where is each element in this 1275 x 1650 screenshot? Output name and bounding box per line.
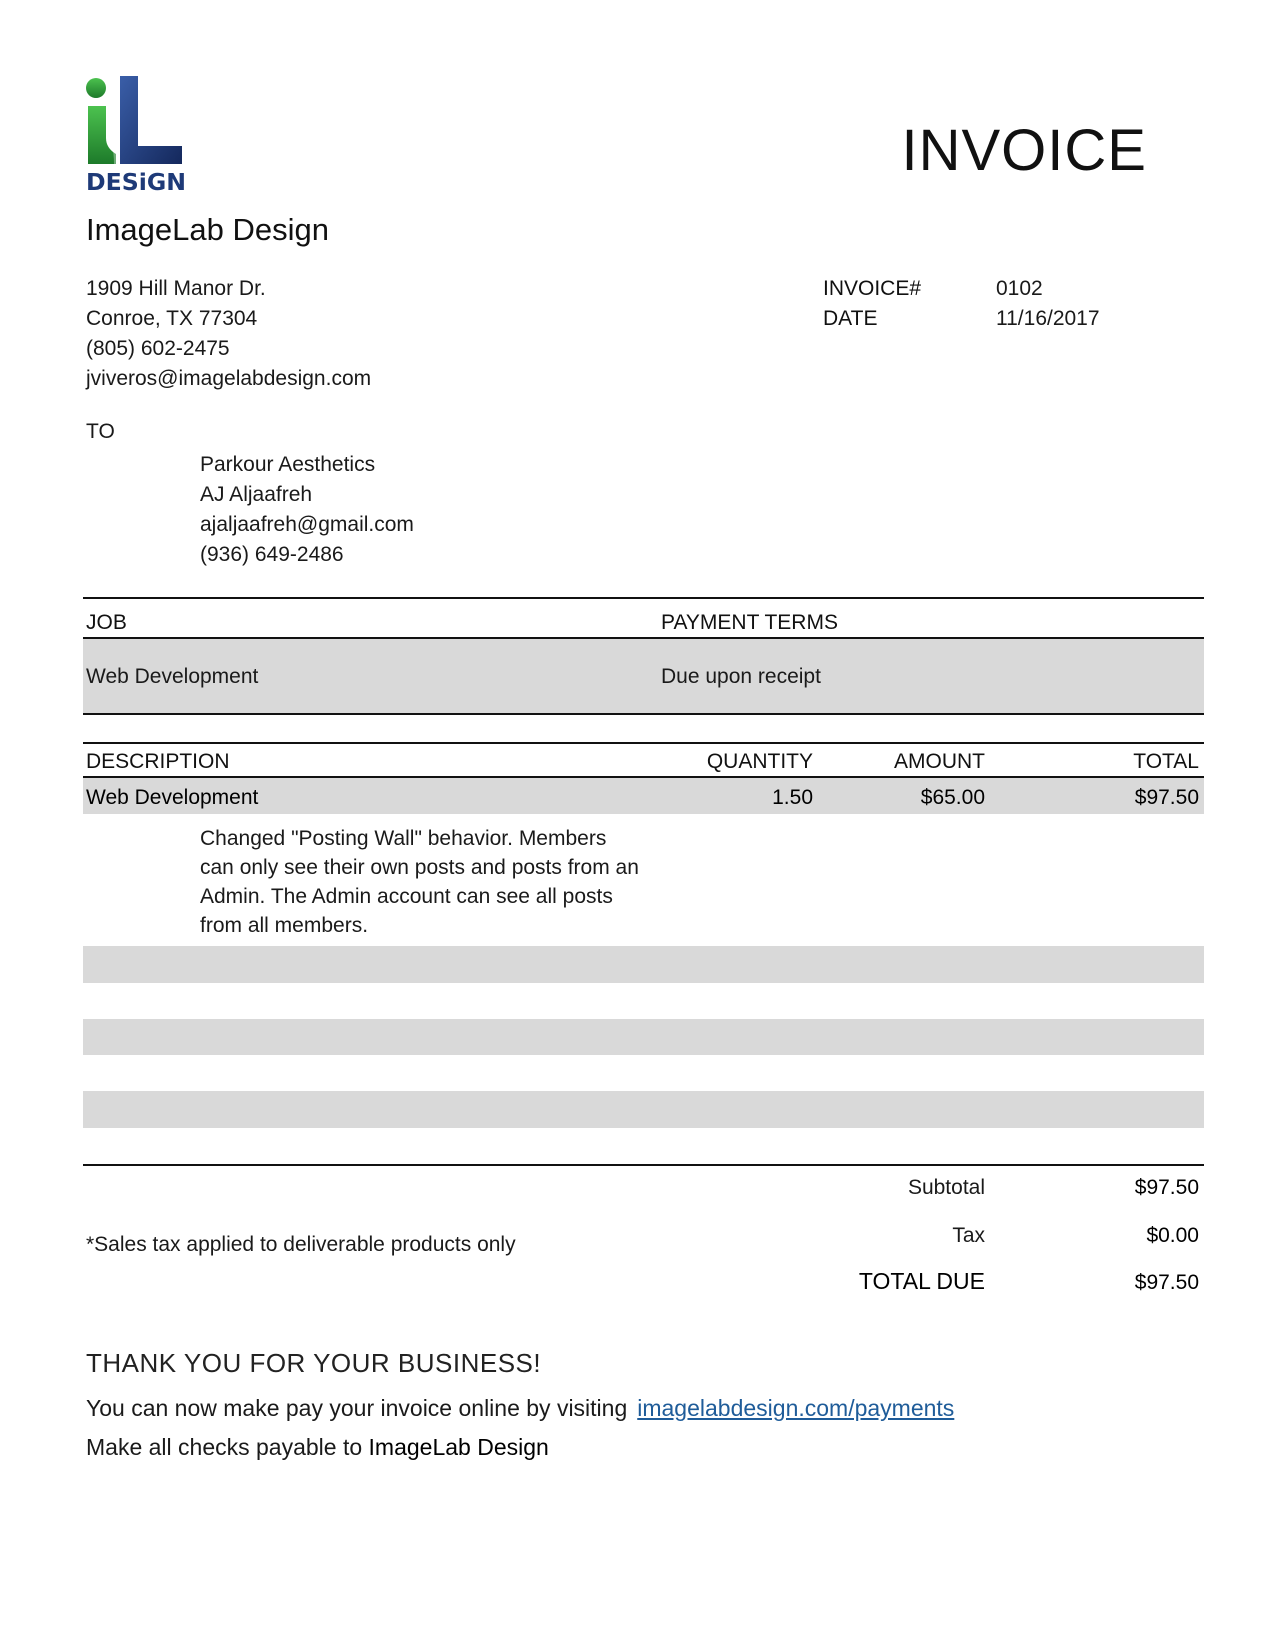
item-description: Web Development	[86, 786, 259, 809]
subtotal-value: $97.50	[1134, 1176, 1199, 1199]
sender-email: jviveros@imagelabdesign.com	[86, 367, 372, 390]
sender-phone: (805) 602-2475	[86, 337, 230, 360]
company-logo	[86, 76, 186, 194]
pay-online-text: You can now make pay your invoice online by visiting	[86, 1395, 628, 1421]
invoice-date-label: DATE	[823, 307, 878, 330]
job-top-rule	[83, 597, 1204, 599]
tax-value: $0.00	[1146, 1224, 1199, 1247]
amount-header: AMOUNT	[894, 750, 985, 773]
tax-label: Tax	[952, 1224, 985, 1247]
empty-row	[83, 946, 1204, 983]
total-header: TOTAL	[1133, 750, 1199, 773]
subtotal-label: Subtotal	[907, 1176, 985, 1199]
recipient-company: Parkour Aesthetics	[200, 453, 376, 476]
item-quantity: 1.50	[772, 786, 813, 809]
job-header: JOB	[86, 611, 127, 634]
quantity-header: QUANTITY	[706, 750, 813, 773]
item-note: Changed "Posting Wall" behavior. Members can only see their own posts and posts from an Admin. The Admin account can see all posts from all members.	[200, 827, 639, 937]
checks-payable-text: Make all checks payable to	[86, 1434, 363, 1460]
invoice-date-value: 11/16/2017	[996, 307, 1100, 330]
invoice-number-value: 0102	[996, 277, 1043, 300]
item-amount: $65.00	[920, 786, 985, 809]
invoice-meta	[823, 274, 1100, 334]
sender-address	[86, 274, 371, 394]
sender-street: 1909 Hill Manor Dr.	[86, 277, 266, 300]
recipient-address	[200, 450, 414, 570]
payment-terms-header: PAYMENT TERMS	[661, 611, 838, 634]
checks-payable-line	[86, 1434, 549, 1461]
checks-payable-name: ImageLab Design	[368, 1434, 549, 1460]
recipient-contact: AJ Aljaafreh	[200, 483, 313, 506]
invoice-title: INVOICE	[901, 118, 1147, 183]
description-header: DESCRIPTION	[86, 750, 230, 773]
total-due-label: TOTAL DUE	[858, 1268, 985, 1294]
invoice-number-label: INVOICE#	[823, 277, 922, 300]
recipient-email: ajaljaafreh@gmail.com	[200, 513, 414, 536]
tax-note: *Sales tax applied to deliverable products only	[86, 1233, 516, 1256]
items-top-rule	[83, 742, 1204, 744]
items-bottom-rule	[83, 1164, 1204, 1166]
total-due-value: $97.50	[1134, 1271, 1199, 1294]
svg-text:DESiGN: DESiGN	[86, 170, 186, 194]
job-value: Web Development	[86, 665, 259, 688]
recipient-label: TO	[86, 420, 115, 443]
thank-you-message: THANK YOU FOR YOUR BUSINESS!	[86, 1348, 542, 1378]
item-total: $97.50	[1134, 786, 1199, 809]
recipient-phone: (936) 649-2486	[200, 543, 344, 566]
job-bottom-rule	[83, 713, 1204, 715]
empty-row	[83, 1019, 1204, 1055]
pay-online-line	[86, 1395, 954, 1422]
payment-terms-value: Due upon receipt	[661, 665, 821, 688]
company-name: ImageLab Design	[86, 212, 329, 247]
empty-row	[83, 1091, 1204, 1128]
sender-city: Conroe, TX 77304	[86, 307, 258, 330]
payments-link[interactable]: imagelabdesign.com/payments	[637, 1395, 955, 1421]
